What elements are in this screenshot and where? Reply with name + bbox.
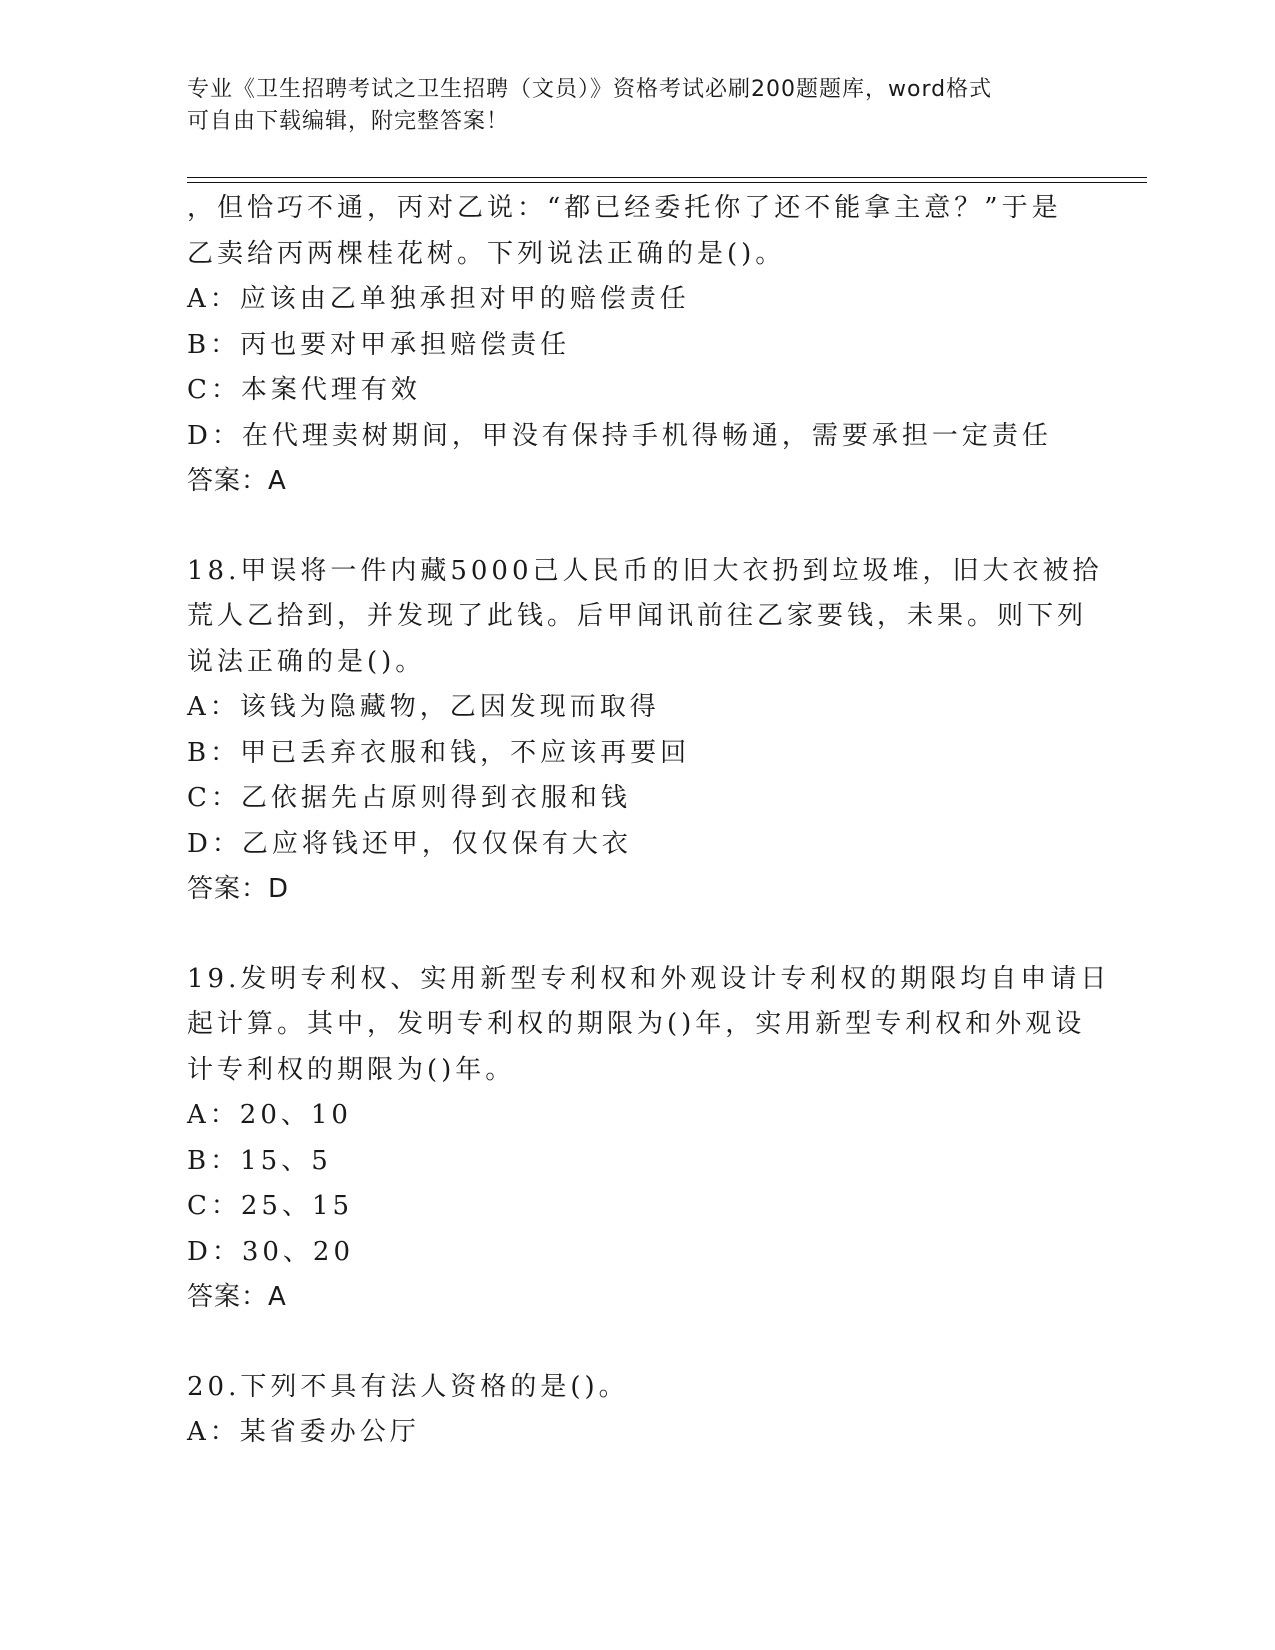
spacer bbox=[187, 505, 1087, 549]
option-c: C：本案代理有效 bbox=[187, 375, 421, 405]
question-stem-line: 计专利权的期限为()年。 bbox=[187, 1054, 516, 1085]
option-c: C：乙依据先占原则得到衣服和钱 bbox=[187, 783, 631, 813]
option-b: B：甲已丢弃衣服和钱，不应该再要回 bbox=[187, 737, 691, 768]
option-d: D：乙应将钱还甲，仅仅保有大衣 bbox=[187, 828, 632, 859]
question-list bbox=[187, 186, 1111, 1456]
answer: 答案：D bbox=[187, 874, 290, 904]
answer: 答案：A bbox=[187, 466, 287, 496]
question-stem-line: 荒人乙拾到，并发现了此钱。后甲闻讯前往乙家要钱，未果。则下列 bbox=[187, 601, 1088, 631]
answer: 答案：A bbox=[187, 1282, 287, 1312]
question-stem-line: 20.下列不具有法人资格的是()。 bbox=[187, 1371, 629, 1402]
document-header bbox=[187, 74, 1087, 138]
question-19 bbox=[187, 957, 1111, 1321]
option-c: C：25、15 bbox=[187, 1191, 354, 1221]
option-a: A：应该由乙单独承担对甲的赔偿责任 bbox=[187, 284, 690, 314]
question-stem-line: 乙卖给丙两棵桂花树。下列说法正确的是()。 bbox=[187, 238, 786, 269]
question-stem-line: 起计算。其中，发明专利权的期限为()年，实用新型专利权和外观设 bbox=[187, 1009, 1086, 1039]
option-d: D：在代理卖树期间，甲没有保持手机得畅通，需要承担一定责任 bbox=[187, 420, 1052, 451]
header-divider-bottom bbox=[187, 182, 1147, 183]
question-stem-line: 18.甲误将一件内藏5000己人民币的旧大衣扔到垃圾堆，旧大衣被拾 bbox=[187, 555, 1103, 586]
question-stem-line: 说法正确的是()。 bbox=[187, 646, 426, 677]
option-a: A：该钱为隐藏物，乙因发现而取得 bbox=[187, 692, 660, 722]
option-a: A：20、10 bbox=[187, 1100, 352, 1130]
option-b: B：15、5 bbox=[187, 1145, 332, 1176]
option-a: A：某省委办公厅 bbox=[187, 1417, 420, 1447]
question-stem-line: 19.发明专利权、实用新型专利权和外观设计专利权的期限均自申请日 bbox=[187, 963, 1111, 994]
question-17 bbox=[187, 186, 1087, 505]
spacer bbox=[187, 1321, 1087, 1365]
question-18 bbox=[187, 549, 1103, 913]
header-title-line-1: 专业《卫生招聘考试之卫生招聘（文员）》资格考试必刷200题题库，word格式 bbox=[187, 77, 993, 102]
question-stem-line: ，但恰巧不通，丙对乙说：“都已经委托你了还不能拿主意？”于是 bbox=[187, 193, 1062, 223]
question-20 bbox=[187, 1365, 1087, 1456]
header-divider-top bbox=[187, 177, 1147, 178]
header-title-line-2: 可自由下载编辑，附完整答案！ bbox=[187, 109, 510, 134]
spacer bbox=[187, 913, 1087, 957]
option-b: B：丙也要对甲承担赔偿责任 bbox=[187, 329, 571, 360]
option-d: D：30、20 bbox=[187, 1236, 355, 1267]
